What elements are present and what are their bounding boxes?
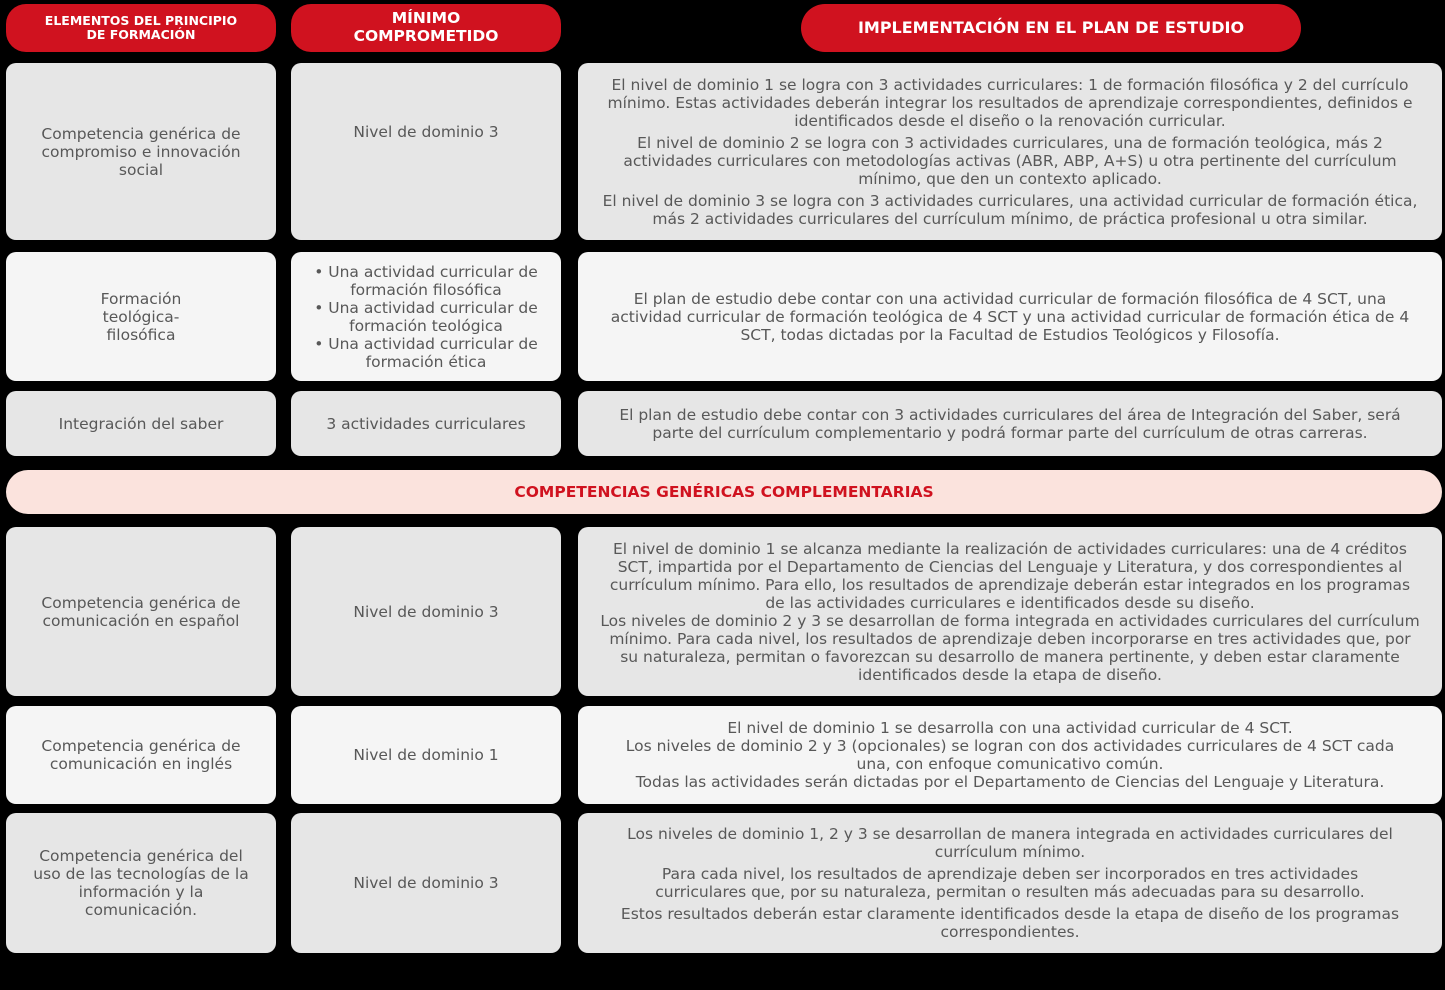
comp-row-3-element xyxy=(6,813,276,953)
comp-row-2-element xyxy=(6,706,276,804)
row-2-element xyxy=(6,252,276,381)
comp-row-1-element-text: Competencia genérica de comunicación en español xyxy=(41,593,241,630)
row-1-minimum-text: Nivel de dominio 3 xyxy=(353,123,499,141)
row-3-element xyxy=(6,391,276,456)
comp-row-1-implementation xyxy=(578,527,1442,696)
header-elementos xyxy=(6,4,276,52)
row-1-impl-p3: El nivel de dominio 3 se logra con 3 actividades curriculares, una actividad curricular de formación ética, más 2 actividades curriculares del currículum mínimo, de práctica profesional u otra similar. xyxy=(602,191,1418,228)
comp-row-1-element xyxy=(6,527,276,696)
comp-row-1-impl-p2: Los niveles de dominio 2 y 3 se desarrollan de forma integrada en actividades curriculares del currículum mínimo. Para cada nivel, los resultados de aprendizaje deben incorporarse en tres actividades que, por su naturaleza, permitan o favorezcan su desarrollo de manera pertinente, y deben estar claramente identificados desde la etapa de diseño. xyxy=(600,611,1420,684)
row-2-element-text: Formación teológica-filosófica xyxy=(100,289,182,344)
row-1-minimum xyxy=(291,63,561,240)
comp-row-3-element-text: Competencia genérica del uso de las tecnologías de la información y la comunicación. xyxy=(33,847,249,919)
comp-row-3-minimum xyxy=(291,813,561,953)
row-1-element-text: Competencia genérica de compromiso e innovación social xyxy=(41,124,241,179)
comp-row-2-implementation xyxy=(578,706,1442,804)
header-minimo-line2: COMPROMETIDO xyxy=(353,27,499,45)
comp-row-3-implementation xyxy=(578,813,1442,953)
comp-row-1-minimum xyxy=(291,527,561,696)
comp-row-3-impl-p1: Los niveles de dominio 1, 2 y 3 se desarrollan de manera integrada en actividades curriculares del currículum mínimo. xyxy=(627,825,1393,861)
header-implementacion xyxy=(801,4,1301,52)
row-2-minimum xyxy=(291,252,561,381)
row-3-element-text: Integración del saber xyxy=(58,414,224,433)
row-3-minimum xyxy=(291,391,561,456)
comp-row-2-element-text: Competencia genérica de comunicación en inglés xyxy=(41,737,241,773)
row-2-implementation xyxy=(578,252,1442,381)
row-2-minimum-bullet-1: • Una actividad curricular de formación filosófica xyxy=(314,262,538,299)
row-3-implementation xyxy=(578,391,1442,456)
header-minimo xyxy=(291,4,561,52)
row-3-impl-p1: El plan de estudio debe contar con 3 actividades curriculares del área de Integración del Saber, será parte del currículum complementario y podrá formar parte del currículum de otras carreras. xyxy=(619,405,1401,442)
comp-row-2-impl-p1: El nivel de dominio 1 se desarrolla con una actividad curricular de 4 SCT. xyxy=(727,719,1293,737)
row-2-minimum-bullet-2: • Una actividad curricular de formación teológica xyxy=(314,298,538,335)
header-minimo-line1: MÍNIMO xyxy=(391,9,461,28)
row-1-impl-p2: El nivel de dominio 2 se logra con 3 actividades curriculares, una de formación teológica, más 2 actividades curriculares con metodologías activas (ABR, ABP, A+S) u otra pertinente del currículum mínimo, que den un contexto aplicado. xyxy=(623,133,1397,188)
row-1-implementation xyxy=(578,63,1442,240)
row-3-minimum-text: 3 actividades curriculares xyxy=(326,414,526,433)
section-banner xyxy=(6,470,1442,514)
comp-row-3-minimum-text: Nivel de dominio 3 xyxy=(353,874,499,892)
row-1-impl-p1: El nivel de dominio 1 se logra con 3 actividades curriculares: 1 de formación filosófica y 2 del currículo mínimo. Estas actividades deberán integrar los resultados de aprendizaje correspondientes, definidos e identificados desde el diseño o la renovación curricular. xyxy=(607,75,1413,130)
section-banner-label: COMPETENCIAS GENÉRICAS COMPLEMENTARIAS xyxy=(514,483,934,501)
comp-row-3-impl-p3: Estos resultados deberán estar claramente identificados desde la etapa de diseño de los programas correspondientes. xyxy=(620,905,1400,941)
comp-row-2-minimum xyxy=(291,706,561,804)
comp-row-2-impl-p2: Los niveles de dominio 2 y 3 (opcionales) se logran con dos actividades curriculares de 4 SCT cada una, con enfoque comunicativo común. xyxy=(625,737,1395,773)
row-1-element xyxy=(6,63,276,240)
comp-row-2-impl-p3: Todas las actividades serán dictadas por el Departamento de Ciencias del Lenguaje y Literatura. xyxy=(635,773,1385,791)
row-2-minimum-bullet-3: • Una actividad curricular de formación ética xyxy=(314,334,538,371)
row-2-impl-p1: El plan de estudio debe contar con una actividad curricular de formación filosófica de 4 SCT, una actividad curricular de formación teológica de 4 SCT y una actividad curricular de formación ética de 4 SCT, todas dictadas por la Facultad de Estudios Teológicos y Filosofía. xyxy=(610,289,1410,344)
comp-row-1-minimum-text: Nivel de dominio 3 xyxy=(353,602,499,621)
comp-row-1-impl-p1: El nivel de dominio 1 se alcanza mediante la realización de actividades curriculares: una de 4 créditos SCT, impartida por el Departamento de Ciencias del Lenguaje y Literatura, y dos correspondientes al currículum mínimo. Para ello, los resultados de aprendizaje deberán estar integrados en los programas de las actividades curriculares e identificados desde su diseño. xyxy=(609,539,1411,612)
comp-row-2-minimum-text: Nivel de dominio 1 xyxy=(353,746,499,764)
header-implementacion-label: IMPLEMENTACIÓN EN EL PLAN DE ESTUDIO xyxy=(857,17,1245,37)
header-elementos-line2: DE FORMACIÓN xyxy=(86,27,196,42)
header-elementos-line1: ELEMENTOS DEL PRINCIPIO xyxy=(44,12,238,28)
comp-row-3-impl-p2: Para cada nivel, los resultados de aprendizaje deben ser incorporados en tres actividades curriculares que, por su naturaleza, permitan o resulten más adecuadas para su desarrollo. xyxy=(655,865,1365,901)
